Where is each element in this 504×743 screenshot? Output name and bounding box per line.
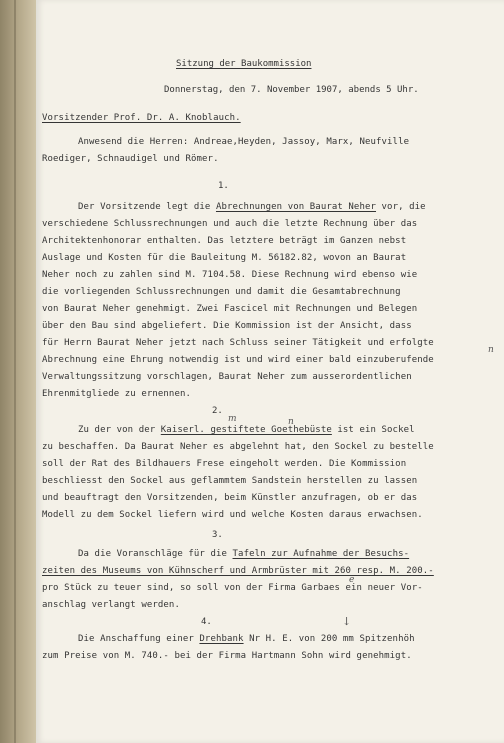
section-number: 2.: [212, 406, 223, 416]
section-number: 3.: [212, 530, 223, 540]
text-run: ist ein Sockel: [331, 425, 415, 435]
handwritten-n-mark: n: [288, 417, 294, 427]
text-run: Zu der von der: [78, 425, 161, 435]
underlined-run: Kaiserl. gestiftete Goethebüste: [160, 425, 332, 435]
handwritten-arrow-mark: ↓: [342, 615, 352, 628]
handwritten-margin-mark: n: [488, 345, 494, 355]
underlined-run: Abrechnungen von Baurat Neher: [215, 202, 377, 212]
section-line: von Baurat Neher genehmigt. Zwei Fascicel mit Rechnungen und Belegen: [42, 304, 418, 314]
section-line: zu beschaffen. Da Baurat Neher es abgelehnt hat, den Sockel zu bestelle: [42, 442, 434, 452]
text-run: Nr H. E. von 200 mm Spitzenhöh: [243, 634, 415, 644]
section-line: und beauftragt den Vorsitzenden, beim Künstler anzufragen, ob er das: [42, 493, 418, 503]
section-number: 4.: [201, 617, 212, 627]
section-line: [78, 549, 409, 559]
section-line: die vorliegenden Schlussrechnungen und damit die Gesamtabrechnung: [42, 287, 401, 297]
section-line: Auslage und Kosten für die Bauleitung M. 56182.82, wovon an Baurat: [42, 253, 407, 263]
underlined-run: Drehbank: [199, 634, 244, 644]
section-line: für Herrn Baurat Neher jetzt nach Schluss seiner Tätigkeit und erfolgte: [42, 338, 434, 348]
section-line: pro Stück zu teuer sind, so soll von der Firma Garbaes ein neuer Vor-: [42, 583, 423, 593]
section-line: Abrechnung eine Ehrung notwendig ist und wird einer bald einzuberufende: [42, 355, 434, 365]
handwritten-e-mark: e: [349, 575, 355, 585]
section-line: soll der Rat des Bildhauers Frese eingeholt werden. Die Kommission: [42, 459, 407, 469]
section-line: [42, 566, 434, 576]
section-line: [78, 202, 426, 212]
chair-line: Vorsitzender Prof. Dr. A. Knoblauch.: [42, 113, 241, 123]
section-line: Architektenhonorar enthalten. Das letztere beträgt im Ganzen nebst: [42, 236, 407, 246]
attendees-line-1: Anwesend die Herren: Andreae,Heyden, Jassoy, Marx, Neufville: [78, 137, 410, 147]
document-page: [36, 0, 504, 743]
underlined-run: Tafeln zur Aufnahme der Besuchs-: [232, 549, 410, 559]
section-line: zum Preise von M. 740.- bei der Firma Hartmann Sohn wird genehmigt.: [42, 651, 412, 661]
section-line: Ehrenmitgliede zu ernennen.: [42, 389, 191, 399]
text-run: Da die Voranschläge für die: [78, 549, 233, 559]
document-title: Sitzung der Baukommission: [176, 59, 312, 69]
text-run: Der Vorsitzende legt die: [78, 202, 216, 212]
attendees-line-2: Roediger, Schnaudigel und Römer.: [42, 154, 219, 164]
binder-strip: [0, 0, 37, 743]
section-line: Modell zu dem Sockel liefern wird und welche Kosten daraus erwachsen.: [42, 510, 423, 520]
section-line: beschliesst den Sockel aus geflammtem Sandstein herstellen zu lassen: [42, 476, 418, 486]
binder-edge: [14, 0, 16, 743]
section-line: [78, 634, 415, 644]
section-line: verschiedene Schlussrechnungen und auch die letzte Rechnung über das: [42, 219, 418, 229]
section-line: anschlag verlangt werden.: [42, 600, 180, 610]
section-line: Neher noch zu zahlen sind M. 7104.58. Diese Rechnung wird ebenso wie: [42, 270, 418, 280]
section-line: Verwaltungssitzung vorschlagen, Baurat Neher zum ausserordentlichen: [42, 372, 412, 382]
date-line: Donnerstag, den 7. November 1907, abends 5 Uhr.: [164, 85, 419, 95]
text-run: vor, die: [376, 202, 426, 212]
section-line: [78, 425, 415, 435]
section-number: 1.: [218, 181, 229, 191]
handwritten-m-mark: m: [228, 414, 237, 424]
text-run: Die Anschaffung einer: [78, 634, 200, 644]
underlined-run: zeiten des Museums von Kühnscherf und Armbrüster mit 260 resp. M. 200.-: [42, 566, 434, 576]
section-line: über den Bau sind abgeliefert. Die Kommission ist der Ansicht, dass: [42, 321, 412, 331]
